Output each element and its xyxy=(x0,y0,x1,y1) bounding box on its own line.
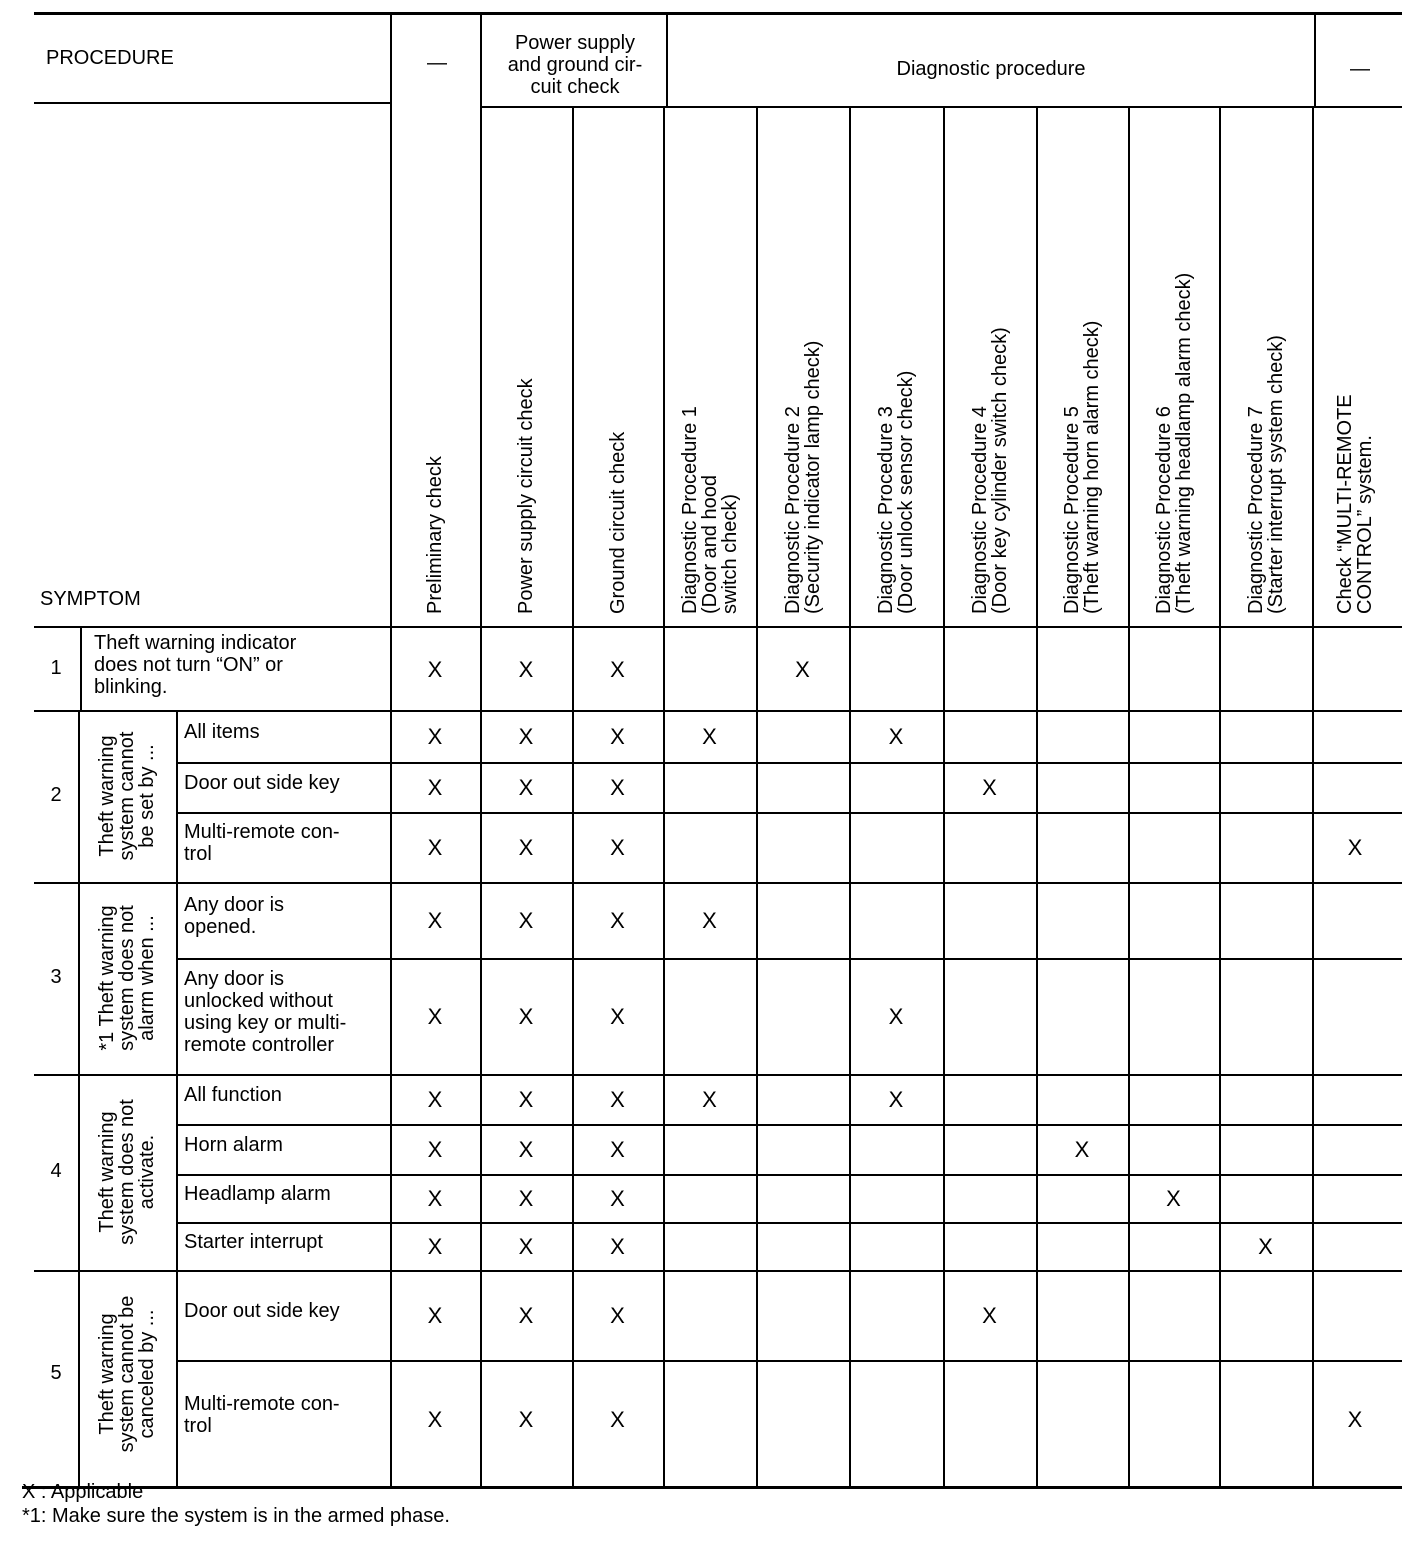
applicable-mark: X xyxy=(427,1004,443,1029)
col-divider xyxy=(1128,106,1130,1486)
symptom-number: 2 xyxy=(50,784,62,806)
applicable-mark: X xyxy=(1166,1186,1181,1211)
row-label: Multi-remote con- trol xyxy=(184,821,340,865)
applicable-mark: X xyxy=(610,775,625,800)
column-header-6: Diagnostic Procedure 3 (Door unlock sensor check) xyxy=(875,370,917,614)
row-divider xyxy=(34,1270,1402,1272)
dash-left-header: — xyxy=(427,52,447,74)
applicable-mark: X xyxy=(1347,1407,1363,1432)
row-label: Starter interrupt xyxy=(184,1231,323,1253)
col-divider xyxy=(390,14,392,1486)
applicable-mark: X xyxy=(702,908,717,933)
symptom-number: 5 xyxy=(50,1362,62,1384)
applicable-mark: X xyxy=(888,1087,904,1112)
row-label: Any door is unlocked without using key or multi- remote controller xyxy=(184,968,347,1056)
col-divider xyxy=(480,14,482,1486)
applicable-mark: X xyxy=(518,775,534,800)
group-divider xyxy=(176,710,178,1486)
procedure-header: PROCEDURE xyxy=(46,47,174,69)
applicable-mark: X xyxy=(427,1303,443,1328)
power-ground-header: Power supply and ground cir- cuit check xyxy=(507,32,643,98)
row-label: Door out side key xyxy=(184,772,340,794)
row-divider xyxy=(176,812,1402,814)
column-header-8: Diagnostic Procedure 5 (Theft warning horn alarm check) xyxy=(1061,320,1103,614)
col-divider xyxy=(756,106,758,1486)
column-header-4: Diagnostic Procedure 1 (Door and hood switch check) xyxy=(678,406,741,614)
column-header-9: Diagnostic Procedure 6 (Theft warning headlamp alarm check) xyxy=(1152,272,1195,614)
row-label: Multi-remote con- trol xyxy=(184,1393,340,1437)
column-header-3: Ground circuit check xyxy=(606,431,629,614)
applicable-mark: X xyxy=(427,775,443,800)
row-divider xyxy=(176,1360,1402,1362)
row-label: Headlamp alarm xyxy=(184,1183,331,1205)
applicable-mark: X xyxy=(888,724,904,749)
applicable-mark: X xyxy=(610,1087,625,1112)
col-divider xyxy=(943,106,945,1486)
row-label: Any door is opened. xyxy=(184,894,285,938)
applicable-mark: X xyxy=(518,835,534,860)
applicable-mark: X xyxy=(1258,1234,1273,1259)
row-divider xyxy=(34,710,1402,712)
applicable-mark: X xyxy=(702,1087,717,1112)
applicable-mark: X xyxy=(610,724,625,749)
symptom-title: Theft warning system cannot be canceled by ... xyxy=(96,1295,158,1453)
applicable-mark: X xyxy=(702,724,717,749)
applicable-mark: X xyxy=(518,1137,534,1162)
col-divider xyxy=(572,106,574,1486)
symptom-title: Theft warning indicator does not turn “ON” or blinking. xyxy=(94,632,297,698)
column-header-11: Check “MULTI-REMOTE CONTROL” system. xyxy=(1334,394,1376,614)
applicable-mark: X xyxy=(610,1234,625,1259)
applicable-mark: X xyxy=(518,908,534,933)
procedure-underline xyxy=(34,102,390,104)
applicable-mark: X xyxy=(610,1303,625,1328)
applicable-mark: X xyxy=(982,1303,997,1328)
applicable-mark: X xyxy=(518,1407,534,1432)
row-label: Horn alarm xyxy=(184,1134,283,1156)
column-header-10: Diagnostic Procedure 7 (Starter interrupt system check) xyxy=(1244,335,1287,614)
col-divider xyxy=(666,14,668,108)
symptom-title: Theft warning system does not activate. xyxy=(96,1099,158,1245)
applicable-mark: X xyxy=(427,724,443,749)
col-divider xyxy=(1314,14,1316,108)
row-divider xyxy=(176,762,1402,764)
row-divider xyxy=(176,1124,1402,1126)
row-label: All function xyxy=(184,1084,282,1106)
applicable-mark: X xyxy=(518,1303,534,1328)
applicable-mark: X xyxy=(518,724,534,749)
symptom-title: *1 Theft warning system does not alarm when ... xyxy=(96,905,158,1051)
col-divider xyxy=(1219,106,1221,1486)
applicable-mark: X xyxy=(610,835,625,860)
applicable-mark: X xyxy=(982,775,997,800)
column-header-2: Power supply circuit check xyxy=(515,378,537,614)
diagnostic-procedure-header: Diagnostic procedure xyxy=(896,58,1086,80)
num-divider xyxy=(80,628,82,710)
applicable-mark: X xyxy=(610,1137,625,1162)
applicable-mark: X xyxy=(427,657,443,682)
applicable-mark: X xyxy=(518,1087,534,1112)
row-divider xyxy=(176,1174,1402,1176)
table-top-border xyxy=(34,12,1402,15)
row-divider xyxy=(176,958,1402,960)
symptom-number: 3 xyxy=(50,966,62,988)
num-divider xyxy=(78,710,80,1486)
applicable-mark: X xyxy=(427,835,443,860)
applicable-mark: X xyxy=(1347,835,1363,860)
row-label: All items xyxy=(184,721,260,743)
col-divider xyxy=(663,106,665,1486)
applicable-mark: X xyxy=(518,1004,534,1029)
applicable-mark: X xyxy=(888,1004,904,1029)
applicable-mark: X xyxy=(610,908,625,933)
symptom-title: Theft warning system cannot be set by ... xyxy=(96,731,158,861)
applicable-mark: X xyxy=(427,1234,443,1259)
applicable-mark: X xyxy=(427,1087,443,1112)
applicable-mark: X xyxy=(427,1407,443,1432)
legend-text: X : Applicable xyxy=(22,1481,144,1503)
row-divider xyxy=(176,1222,1402,1224)
footnote-text: *1: Make sure the system is in the armed phase. xyxy=(22,1505,450,1527)
column-header-7: Diagnostic Procedure 4 (Door key cylinder switch check) xyxy=(968,327,1011,614)
applicable-mark: X xyxy=(518,1234,534,1259)
row-divider xyxy=(34,1074,1402,1076)
col-divider xyxy=(849,106,851,1486)
symptom-number: 4 xyxy=(50,1160,62,1182)
applicable-mark: X xyxy=(610,657,625,682)
applicable-mark: X xyxy=(427,1137,443,1162)
header-bottom-border xyxy=(34,626,1402,628)
symptom-header: SYMPTOM xyxy=(40,588,141,610)
applicable-mark: X xyxy=(610,1186,625,1211)
applicable-mark: X xyxy=(427,1186,443,1211)
applicable-mark: X xyxy=(795,657,810,682)
row-label: Door out side key xyxy=(184,1300,340,1322)
applicable-mark: X xyxy=(427,908,443,933)
applicable-mark: X xyxy=(1074,1137,1090,1162)
symptom-number: 1 xyxy=(50,657,62,679)
col-divider xyxy=(1312,106,1314,1486)
col-divider xyxy=(1036,106,1038,1486)
applicable-mark: X xyxy=(518,657,534,682)
applicable-mark: X xyxy=(518,1186,534,1211)
column-header-1: Preliminary check xyxy=(424,456,446,614)
dash-right-header: — xyxy=(1350,58,1370,80)
table-bottom-border xyxy=(22,1486,1402,1489)
column-header-5: Diagnostic Procedure 2 (Security indicator lamp check) xyxy=(781,340,824,614)
row-divider xyxy=(34,882,1402,884)
applicable-mark: X xyxy=(610,1407,625,1432)
applicable-mark: X xyxy=(610,1004,625,1029)
group-header-underline xyxy=(482,106,1402,108)
